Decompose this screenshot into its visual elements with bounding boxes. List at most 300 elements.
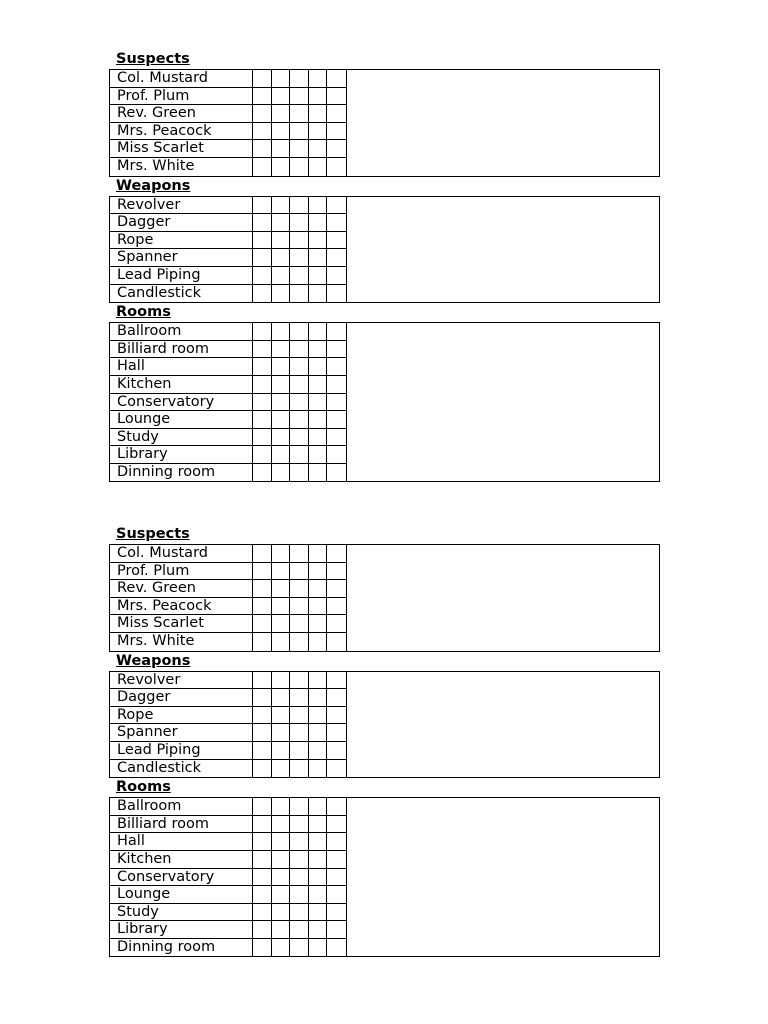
- check-cell[interactable]: [290, 464, 309, 482]
- checklist-table: [109, 797, 660, 957]
- check-cell[interactable]: [327, 886, 346, 903]
- check-cell[interactable]: [272, 580, 291, 597]
- item-label: Lead Piping: [110, 742, 253, 759]
- item-label: Dagger: [110, 689, 253, 706]
- check-cell[interactable]: [272, 411, 291, 428]
- check-cell[interactable]: [327, 580, 346, 597]
- item-label: Prof. Plum: [110, 88, 253, 105]
- check-cell[interactable]: [309, 939, 328, 957]
- check-cell[interactable]: [272, 851, 291, 868]
- check-cell[interactable]: [309, 760, 328, 778]
- check-cell[interactable]: [327, 429, 346, 446]
- check-cell[interactable]: [253, 341, 272, 358]
- check-cell[interactable]: [309, 833, 328, 850]
- check-cell[interactable]: [290, 140, 309, 157]
- check-cell[interactable]: [309, 358, 328, 375]
- check-cell[interactable]: [253, 158, 272, 176]
- check-cell[interactable]: [290, 633, 309, 651]
- check-cell[interactable]: [290, 429, 309, 446]
- check-cell[interactable]: [272, 323, 291, 340]
- check-cell[interactable]: [253, 798, 272, 815]
- checklist-row: [110, 140, 346, 158]
- detective-sheet: [109, 525, 660, 957]
- check-cell[interactable]: [272, 105, 291, 122]
- item-label: Col. Mustard: [110, 545, 253, 562]
- check-cell[interactable]: [309, 197, 328, 214]
- check-cell[interactable]: [253, 140, 272, 157]
- check-cell[interactable]: [253, 833, 272, 850]
- checklist-rows: [110, 70, 347, 176]
- check-cell[interactable]: [290, 904, 309, 921]
- check-cell[interactable]: [327, 742, 346, 759]
- check-cell[interactable]: [253, 545, 272, 562]
- check-cell[interactable]: [309, 88, 328, 105]
- check-cell[interactable]: [253, 446, 272, 463]
- checklist-table: [109, 69, 660, 177]
- checklist-row: [110, 123, 346, 141]
- check-cell[interactable]: [272, 123, 291, 140]
- item-label: Library: [110, 921, 253, 938]
- check-cell[interactable]: [309, 70, 328, 87]
- check-cell[interactable]: [290, 798, 309, 815]
- item-label: Library: [110, 446, 253, 463]
- checklist-row: [110, 411, 346, 429]
- check-cell[interactable]: [253, 724, 272, 741]
- check-cell[interactable]: [327, 689, 346, 706]
- check-cell[interactable]: [309, 323, 328, 340]
- checklist-row: [110, 446, 346, 464]
- item-label: Billiard room: [110, 341, 253, 358]
- check-cell[interactable]: [272, 615, 291, 632]
- check-cell[interactable]: [253, 760, 272, 778]
- check-cell[interactable]: [272, 742, 291, 759]
- check-cell[interactable]: [327, 323, 346, 340]
- check-cell[interactable]: [272, 869, 291, 886]
- check-cell[interactable]: [272, 707, 291, 724]
- check-cell[interactable]: [253, 429, 272, 446]
- check-cell[interactable]: [309, 545, 328, 562]
- check-cell[interactable]: [272, 760, 291, 778]
- item-label: Mrs. White: [110, 633, 253, 651]
- check-cell[interactable]: [253, 214, 272, 231]
- check-cell[interactable]: [290, 446, 309, 463]
- check-cell[interactable]: [309, 724, 328, 741]
- check-cell[interactable]: [309, 598, 328, 615]
- check-cell[interactable]: [253, 197, 272, 214]
- notes-area[interactable]: [347, 323, 659, 481]
- check-cell[interactable]: [290, 267, 309, 284]
- check-cell[interactable]: [290, 724, 309, 741]
- check-cell[interactable]: [327, 341, 346, 358]
- check-cell[interactable]: [290, 214, 309, 231]
- check-cell[interactable]: [327, 197, 346, 214]
- item-label: Spanner: [110, 249, 253, 266]
- item-label: Hall: [110, 833, 253, 850]
- checklist-row: [110, 158, 346, 176]
- notes-area[interactable]: [347, 545, 659, 651]
- check-cell[interactable]: [309, 904, 328, 921]
- check-cell[interactable]: [309, 429, 328, 446]
- check-cell[interactable]: [309, 267, 328, 284]
- check-cell[interactable]: [272, 285, 291, 303]
- check-cell[interactable]: [272, 633, 291, 651]
- item-label: Kitchen: [110, 376, 253, 393]
- check-cell[interactable]: [253, 886, 272, 903]
- section-heading: Weapons: [116, 652, 191, 669]
- item-label: Candlestick: [110, 760, 253, 778]
- check-cell[interactable]: [253, 816, 272, 833]
- item-label: Rope: [110, 707, 253, 724]
- check-cell[interactable]: [290, 580, 309, 597]
- section-heading: Suspects: [116, 51, 190, 67]
- check-cell[interactable]: [253, 921, 272, 938]
- check-cell[interactable]: [327, 724, 346, 741]
- check-cell[interactable]: [327, 760, 346, 778]
- check-cell[interactable]: [253, 742, 272, 759]
- check-cell[interactable]: [253, 851, 272, 868]
- check-cell[interactable]: [272, 70, 291, 87]
- check-cell[interactable]: [272, 214, 291, 231]
- check-cell[interactable]: [272, 358, 291, 375]
- check-cell[interactable]: [253, 869, 272, 886]
- check-cell[interactable]: [253, 249, 272, 266]
- check-cell[interactable]: [327, 869, 346, 886]
- check-cell[interactable]: [253, 689, 272, 706]
- check-cell[interactable]: [327, 249, 346, 266]
- check-cell[interactable]: [253, 123, 272, 140]
- check-cell[interactable]: [309, 816, 328, 833]
- check-cell[interactable]: [327, 358, 346, 375]
- checklist-rows: [110, 197, 347, 303]
- checklist-row: [110, 869, 346, 887]
- checklist-row: [110, 429, 346, 447]
- check-cell[interactable]: [290, 249, 309, 266]
- check-cell[interactable]: [290, 615, 309, 632]
- check-cell[interactable]: [272, 197, 291, 214]
- checklist-row: [110, 70, 346, 88]
- check-cell[interactable]: [290, 158, 309, 176]
- check-cell[interactable]: [290, 411, 309, 428]
- checklist-row: [110, 904, 346, 922]
- check-cell[interactable]: [290, 869, 309, 886]
- item-label: Revolver: [110, 197, 253, 214]
- item-label: Kitchen: [110, 851, 253, 868]
- check-cell[interactable]: [253, 615, 272, 632]
- item-label: Ballroom: [110, 323, 253, 340]
- checklist-row: [110, 798, 346, 816]
- check-cell[interactable]: [290, 816, 309, 833]
- check-cell[interactable]: [327, 376, 346, 393]
- item-label: Miss Scarlet: [110, 140, 253, 157]
- check-cell[interactable]: [253, 672, 272, 689]
- check-cell[interactable]: [272, 394, 291, 411]
- check-cell[interactable]: [309, 285, 328, 303]
- checklist-row: [110, 197, 346, 215]
- item-label: Ballroom: [110, 798, 253, 815]
- notes-area[interactable]: [347, 197, 659, 303]
- check-cell[interactable]: [309, 446, 328, 463]
- check-cell[interactable]: [290, 833, 309, 850]
- check-cell[interactable]: [272, 158, 291, 176]
- checklist-table: [109, 196, 660, 304]
- detective-sheet: [109, 50, 660, 482]
- check-cell[interactable]: [309, 689, 328, 706]
- check-cell[interactable]: [309, 123, 328, 140]
- check-cell[interactable]: [290, 939, 309, 957]
- check-cell[interactable]: [327, 446, 346, 463]
- check-cell[interactable]: [327, 833, 346, 850]
- check-cell[interactable]: [253, 358, 272, 375]
- checklist-row: [110, 742, 346, 760]
- check-cell[interactable]: [327, 267, 346, 284]
- check-cell[interactable]: [290, 742, 309, 759]
- check-cell[interactable]: [290, 341, 309, 358]
- check-cell[interactable]: [309, 376, 328, 393]
- check-cell[interactable]: [309, 921, 328, 938]
- check-cell[interactable]: [290, 323, 309, 340]
- check-cell[interactable]: [272, 140, 291, 157]
- checklist-rows: [110, 323, 347, 481]
- notes-area[interactable]: [347, 70, 659, 176]
- check-cell[interactable]: [309, 742, 328, 759]
- item-label: Conservatory: [110, 869, 253, 886]
- check-cell[interactable]: [290, 232, 309, 249]
- check-cell[interactable]: [309, 158, 328, 176]
- check-cell[interactable]: [327, 672, 346, 689]
- checklist-row: [110, 249, 346, 267]
- item-label: Mrs. Peacock: [110, 123, 253, 140]
- check-cell[interactable]: [309, 214, 328, 231]
- check-cell[interactable]: [272, 689, 291, 706]
- checklist-row: [110, 394, 346, 412]
- check-cell[interactable]: [272, 376, 291, 393]
- check-cell[interactable]: [253, 88, 272, 105]
- check-cell[interactable]: [253, 598, 272, 615]
- check-cell[interactable]: [327, 411, 346, 428]
- check-cell[interactable]: [290, 394, 309, 411]
- checklist-row: [110, 724, 346, 742]
- check-cell[interactable]: [309, 232, 328, 249]
- notes-area[interactable]: [347, 672, 659, 778]
- item-label: Miss Scarlet: [110, 615, 253, 632]
- checklist-row: [110, 939, 346, 957]
- check-cell[interactable]: [272, 249, 291, 266]
- check-cell[interactable]: [272, 724, 291, 741]
- check-cell[interactable]: [253, 376, 272, 393]
- check-cell[interactable]: [290, 376, 309, 393]
- check-cell[interactable]: [272, 563, 291, 580]
- check-cell[interactable]: [290, 70, 309, 87]
- section-heading: Rooms: [116, 779, 171, 796]
- check-cell[interactable]: [290, 760, 309, 778]
- check-cell[interactable]: [272, 798, 291, 815]
- check-cell[interactable]: [272, 446, 291, 463]
- check-cell[interactable]: [253, 394, 272, 411]
- check-cell[interactable]: [272, 904, 291, 921]
- check-cell[interactable]: [253, 580, 272, 597]
- item-label: Billiard room: [110, 816, 253, 833]
- check-cell[interactable]: [309, 411, 328, 428]
- check-cell[interactable]: [272, 88, 291, 105]
- check-cell[interactable]: [327, 563, 346, 580]
- check-cell[interactable]: [272, 429, 291, 446]
- check-cell[interactable]: [290, 197, 309, 214]
- check-cell[interactable]: [272, 921, 291, 938]
- check-cell[interactable]: [272, 816, 291, 833]
- check-cell[interactable]: [253, 232, 272, 249]
- check-cell[interactable]: [309, 464, 328, 482]
- notes-area[interactable]: [347, 798, 659, 956]
- checklist-row: [110, 689, 346, 707]
- item-label: Hall: [110, 358, 253, 375]
- check-cell[interactable]: [272, 545, 291, 562]
- checklist-table: [109, 671, 660, 779]
- check-cell[interactable]: [309, 869, 328, 886]
- check-cell[interactable]: [327, 707, 346, 724]
- check-cell[interactable]: [272, 341, 291, 358]
- check-cell[interactable]: [327, 285, 346, 303]
- check-cell[interactable]: [253, 105, 272, 122]
- check-cell[interactable]: [290, 563, 309, 580]
- checklist-row: [110, 760, 346, 778]
- checklist-rows: [110, 798, 347, 956]
- item-label: Rev. Green: [110, 105, 253, 122]
- check-cell[interactable]: [253, 707, 272, 724]
- checklist-row: [110, 214, 346, 232]
- checklist-row: [110, 323, 346, 341]
- check-cell[interactable]: [290, 545, 309, 562]
- checklist-row: [110, 851, 346, 869]
- check-cell[interactable]: [327, 615, 346, 632]
- section-heading: Weapons: [116, 177, 191, 194]
- check-cell[interactable]: [253, 464, 272, 482]
- check-cell[interactable]: [327, 140, 346, 157]
- check-cell[interactable]: [327, 464, 346, 482]
- check-cell[interactable]: [309, 707, 328, 724]
- check-cell[interactable]: [272, 672, 291, 689]
- check-cell[interactable]: [327, 123, 346, 140]
- checklist-table: [109, 544, 660, 652]
- check-cell[interactable]: [290, 598, 309, 615]
- item-label: Candlestick: [110, 285, 253, 303]
- check-cell[interactable]: [309, 341, 328, 358]
- check-cell[interactable]: [309, 394, 328, 411]
- check-cell[interactable]: [327, 88, 346, 105]
- check-cell[interactable]: [309, 672, 328, 689]
- section-heading: Rooms: [116, 304, 171, 321]
- check-cell[interactable]: [290, 886, 309, 903]
- check-cell[interactable]: [327, 939, 346, 957]
- check-cell[interactable]: [290, 851, 309, 868]
- item-label: Rev. Green: [110, 580, 253, 597]
- check-cell[interactable]: [327, 633, 346, 651]
- check-cell[interactable]: [290, 88, 309, 105]
- check-cell[interactable]: [327, 798, 346, 815]
- check-cell[interactable]: [253, 323, 272, 340]
- check-cell[interactable]: [272, 939, 291, 957]
- check-cell[interactable]: [327, 904, 346, 921]
- check-cell[interactable]: [309, 105, 328, 122]
- check-cell[interactable]: [253, 904, 272, 921]
- checklist-row: [110, 105, 346, 123]
- check-cell[interactable]: [253, 633, 272, 651]
- checklist-row: [110, 833, 346, 851]
- item-label: Mrs. White: [110, 158, 253, 176]
- check-cell[interactable]: [272, 464, 291, 482]
- check-cell[interactable]: [309, 140, 328, 157]
- check-cell[interactable]: [327, 598, 346, 615]
- check-cell[interactable]: [253, 285, 272, 303]
- check-cell[interactable]: [272, 232, 291, 249]
- check-cell[interactable]: [309, 798, 328, 815]
- check-cell[interactable]: [327, 70, 346, 87]
- item-label: Mrs. Peacock: [110, 598, 253, 615]
- check-cell[interactable]: [309, 249, 328, 266]
- item-label: Rope: [110, 232, 253, 249]
- check-cell[interactable]: [253, 939, 272, 957]
- check-cell[interactable]: [272, 267, 291, 284]
- section-heading: Suspects: [116, 526, 190, 542]
- check-cell[interactable]: [290, 672, 309, 689]
- check-cell[interactable]: [253, 267, 272, 284]
- item-label: Study: [110, 904, 253, 921]
- check-cell[interactable]: [272, 598, 291, 615]
- check-cell[interactable]: [253, 411, 272, 428]
- check-cell[interactable]: [290, 921, 309, 938]
- check-cell[interactable]: [327, 214, 346, 231]
- checklist-row: [110, 598, 346, 616]
- check-cell[interactable]: [290, 285, 309, 303]
- checklist-row: [110, 358, 346, 376]
- check-cell[interactable]: [253, 70, 272, 87]
- check-cell[interactable]: [309, 633, 328, 651]
- check-cell[interactable]: [327, 105, 346, 122]
- check-cell[interactable]: [309, 580, 328, 597]
- checklist-row: [110, 376, 346, 394]
- check-cell[interactable]: [272, 833, 291, 850]
- check-cell[interactable]: [327, 816, 346, 833]
- checklist-row: [110, 545, 346, 563]
- check-cell[interactable]: [327, 158, 346, 176]
- check-cell[interactable]: [290, 358, 309, 375]
- check-cell[interactable]: [290, 707, 309, 724]
- check-cell[interactable]: [253, 563, 272, 580]
- check-cell[interactable]: [290, 689, 309, 706]
- checklist-table: [109, 322, 660, 482]
- checklist-row: [110, 232, 346, 250]
- checklist-row: [110, 88, 346, 106]
- checklist-row: [110, 267, 346, 285]
- check-cell[interactable]: [327, 545, 346, 562]
- check-cell[interactable]: [309, 886, 328, 903]
- check-cell[interactable]: [327, 232, 346, 249]
- checklist-row: [110, 285, 346, 303]
- checklist-row: [110, 563, 346, 581]
- check-cell[interactable]: [272, 886, 291, 903]
- check-cell[interactable]: [290, 123, 309, 140]
- check-cell[interactable]: [327, 394, 346, 411]
- check-cell[interactable]: [309, 851, 328, 868]
- check-cell[interactable]: [327, 921, 346, 938]
- check-cell[interactable]: [290, 105, 309, 122]
- item-label: Lounge: [110, 411, 253, 428]
- item-label: Study: [110, 429, 253, 446]
- checklist-row: [110, 633, 346, 651]
- check-cell[interactable]: [327, 851, 346, 868]
- checklist-row: [110, 464, 346, 482]
- check-cell[interactable]: [309, 615, 328, 632]
- check-cell[interactable]: [309, 563, 328, 580]
